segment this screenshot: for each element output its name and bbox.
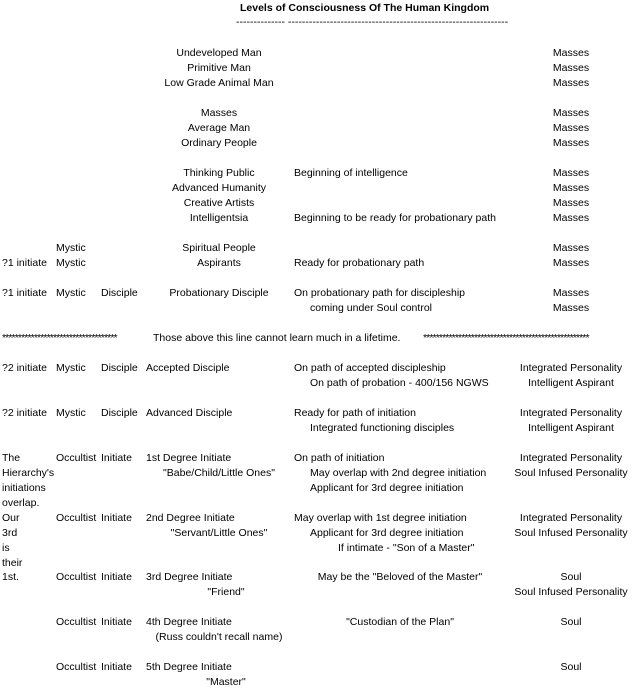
description-cell: On path of initiation xyxy=(294,452,385,464)
description-cell: Ready for probationary path xyxy=(294,257,425,269)
group-cell: Masses xyxy=(552,47,590,59)
level-cell: "Master" xyxy=(206,676,246,688)
description-cell: Applicant for 3rd degree initiation xyxy=(310,527,464,539)
level-cell: "Servant/Little Ones" xyxy=(170,527,268,539)
level-cell: Thinking Public xyxy=(183,167,255,179)
description-cell: coming under Soul control xyxy=(310,302,432,314)
note-cell: overlap. xyxy=(2,497,40,509)
group-cell: Masses xyxy=(552,167,590,179)
disciple-cell: Disciple xyxy=(101,407,138,419)
note-cell: The xyxy=(2,452,21,464)
level-cell: Aspirants xyxy=(197,257,241,269)
divider-text: Those above this line cannot learn much in a lifetime. xyxy=(153,332,401,344)
note-cell: initiations xyxy=(2,482,46,494)
level-cell: Ordinary People xyxy=(181,137,257,149)
group-cell: Masses xyxy=(552,257,590,269)
note-cell: ?2 initiate xyxy=(2,407,47,419)
divider-left: ************************************ xyxy=(2,332,117,344)
note-cell: ?1 initiate xyxy=(2,287,47,299)
group-cell: Masses xyxy=(552,182,590,194)
disciple-cell: Disciple xyxy=(101,362,138,374)
description-cell: Applicant for 3rd degree initiation xyxy=(310,482,464,494)
group-cell: Masses xyxy=(552,197,590,209)
level-cell: Creative Artists xyxy=(183,197,255,209)
mystic-cell: Mystic xyxy=(56,242,86,254)
title-underline: -------------- --------------------------------------------------------------- xyxy=(236,16,509,28)
note-cell: their xyxy=(2,557,23,569)
description-cell: On path of accepted discipleship xyxy=(294,362,446,374)
group-cell: Masses xyxy=(552,77,590,89)
level-cell: Primitive Man xyxy=(187,62,251,74)
group-cell: Integrated Personality xyxy=(519,407,623,419)
mystic-cell: Occultist xyxy=(56,661,97,673)
note-cell: 1st. xyxy=(2,571,19,583)
note-cell: is xyxy=(2,542,10,554)
level-cell: Advanced Humanity xyxy=(172,182,266,194)
level-cell: Undeveloped Man xyxy=(176,47,262,59)
level-cell: Spiritual People xyxy=(182,242,256,254)
disciple-cell: Initiate xyxy=(101,512,132,524)
group-cell: Soul xyxy=(560,571,582,583)
group-cell: Soul Infused Personality xyxy=(514,586,628,598)
group-cell: Masses xyxy=(552,137,590,149)
mystic-cell: Mystic xyxy=(56,287,86,299)
description-cell: On probationary path for discipleship xyxy=(294,287,466,299)
level-cell: 3rd Degree Initiate xyxy=(146,571,233,583)
group-cell: Soul Infused Personality xyxy=(514,467,628,479)
group-cell: Masses xyxy=(552,287,590,299)
description-cell: Ready for path of initiation xyxy=(294,407,416,419)
level-cell: Average Man xyxy=(187,122,251,134)
group-cell: Intelligent Aspirant xyxy=(528,377,614,389)
level-cell: "Babe/Child/Little Ones" xyxy=(163,467,275,479)
level-cell: 1st Degree Initiate xyxy=(146,452,232,464)
level-cell: 2nd Degree Initiate xyxy=(146,512,235,524)
mystic-cell: Mystic xyxy=(56,407,86,419)
level-cell: Masses xyxy=(200,107,238,119)
group-cell: Masses xyxy=(552,302,590,314)
description-cell: May overlap with 1st degree initiation xyxy=(294,512,467,524)
group-cell: Masses xyxy=(552,212,590,224)
group-cell: Soul Infused Personality xyxy=(514,527,628,539)
group-cell: Masses xyxy=(552,107,590,119)
note-cell: ?2 initiate xyxy=(2,362,47,374)
group-cell: Integrated Personality xyxy=(519,452,623,464)
disciple-cell: Initiate xyxy=(101,452,132,464)
description-cell: Beginning of intelligence xyxy=(294,167,408,179)
group-cell: Soul xyxy=(560,616,582,628)
disciple-cell: Initiate xyxy=(101,571,132,583)
group-cell: Masses xyxy=(552,242,590,254)
level-cell: (Russ couldn't recall name) xyxy=(155,631,283,643)
level-cell: 4th Degree Initiate xyxy=(146,616,232,628)
group-cell: Intelligent Aspirant xyxy=(528,422,614,434)
level-cell: Low Grade Animal Man xyxy=(164,77,274,89)
mystic-cell: Occultist xyxy=(56,512,97,524)
disciple-cell: Initiate xyxy=(101,661,132,673)
disciple-cell: Disciple xyxy=(101,287,138,299)
level-cell: 5th Degree Initiate xyxy=(146,661,232,673)
description-cell: May be the "Beloved of the Master" xyxy=(317,571,483,583)
level-cell: Intelligentsia xyxy=(189,212,249,224)
page-title: Levels of Consciousness Of The Human Kingdom xyxy=(240,2,490,14)
group-cell: Integrated Personality xyxy=(519,362,623,374)
mystic-cell: Occultist xyxy=(56,452,97,464)
divider-right: **************************************************** xyxy=(423,332,589,344)
note-cell: ?1 initiate xyxy=(2,257,47,269)
mystic-cell: Mystic xyxy=(56,257,86,269)
description-cell: On path of probation - 400/156 NGWS xyxy=(310,377,489,389)
level-cell: Accepted Disciple xyxy=(146,362,230,374)
mystic-cell: Occultist xyxy=(56,571,97,583)
level-cell: Probationary Disciple xyxy=(169,287,269,299)
level-cell: Advanced Disciple xyxy=(146,407,233,419)
group-cell: Integrated Personality xyxy=(519,512,623,524)
mystic-cell: Mystic xyxy=(56,362,86,374)
level-cell: "Friend" xyxy=(207,586,245,598)
disciple-cell: Initiate xyxy=(101,616,132,628)
description-cell: Beginning to be ready for probationary path xyxy=(294,212,496,224)
note-cell: 3rd xyxy=(2,527,18,539)
mystic-cell: Occultist xyxy=(56,616,97,628)
group-cell: Masses xyxy=(552,62,590,74)
description-cell: Integrated functioning disciples xyxy=(310,422,455,434)
group-cell: Soul xyxy=(560,661,582,673)
description-cell: May overlap with 2nd degree initiation xyxy=(310,467,487,479)
description-cell: If intimate - "Son of a Master" xyxy=(338,542,475,554)
group-cell: Masses xyxy=(552,122,590,134)
note-cell: Our xyxy=(2,512,20,524)
note-cell: Hierarchy's xyxy=(2,467,55,479)
description-cell: "Custodian of the Plan" xyxy=(346,616,454,628)
